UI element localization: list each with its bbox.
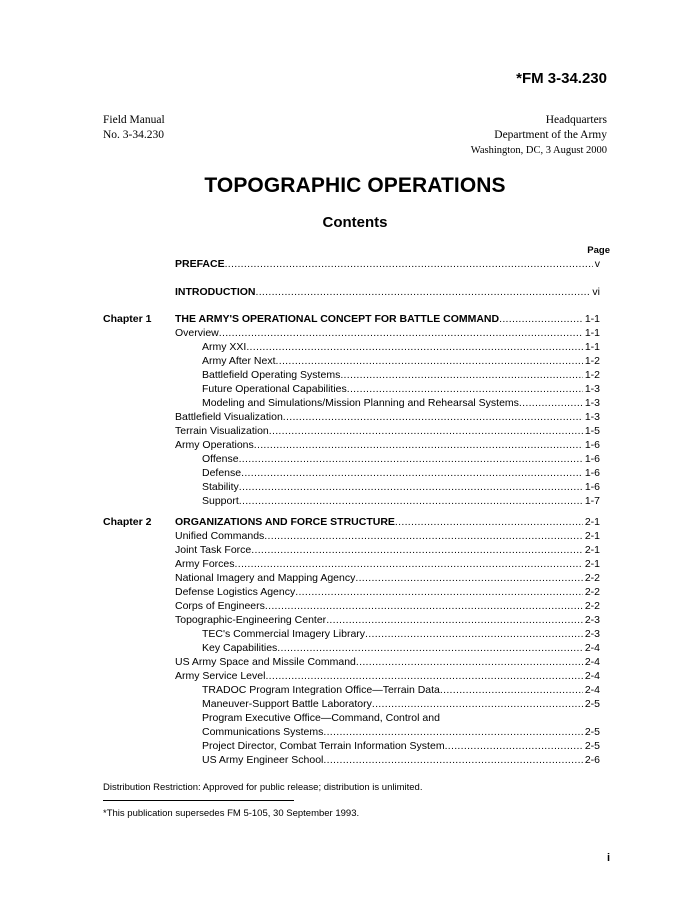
headquarters-label: Headquarters — [545, 114, 607, 126]
toc-entry[interactable] — [202, 740, 600, 754]
toc-entry-page: 2-2 — [584, 586, 600, 598]
toc-entry-title: Project Director, Combat Terrain Information System — [202, 740, 445, 752]
contents-heading: Contents — [322, 214, 388, 231]
toc-entry-title: Corps of Engineers — [175, 600, 265, 612]
toc-entry-page: 2-1 — [584, 558, 600, 570]
toc-entry-title: Modeling and Simulations/Mission Planning and Rehearsal Systems — [202, 397, 519, 409]
manual-number: No. 3-34.230 — [103, 129, 165, 141]
toc-entry-page: 2-1 — [584, 544, 600, 556]
toc-entry[interactable] — [202, 684, 600, 698]
toc-entry-title: TRADOC Program Integration Office—Terrain Data — [202, 684, 440, 696]
toc-entry-page: 2-3 — [584, 628, 600, 640]
toc-entry[interactable] — [202, 397, 600, 411]
toc-entry[interactable] — [202, 341, 600, 355]
toc-entry-title: Topographic-Engineering Center — [175, 614, 327, 626]
document-number: *FM 3-34.230 — [516, 70, 607, 87]
toc-entry[interactable] — [202, 369, 600, 383]
toc-entry-page: 1-1 — [584, 341, 600, 353]
toc-entry-page: 1-6 — [584, 481, 600, 493]
toc-entry-page: 2-5 — [584, 726, 600, 738]
footnote-divider — [103, 800, 294, 801]
toc-entry-page: 1-5 — [584, 425, 600, 437]
toc-entry-page: 2-5 — [584, 740, 600, 752]
toc-entry[interactable] — [175, 670, 600, 684]
toc-entry[interactable] — [202, 726, 600, 740]
chapter-label: Chapter 1 — [103, 313, 152, 325]
toc-entry-page: 2-2 — [584, 572, 600, 584]
toc-entry-title: US Army Engineer School — [202, 754, 324, 766]
toc-entry-title: Terrain Visualization — [175, 425, 269, 437]
toc-entry[interactable] — [202, 467, 600, 481]
toc-entry-page: 2-5 — [584, 698, 600, 710]
toc-entry-chapter-1[interactable] — [175, 313, 600, 327]
toc-entry-page: 1-3 — [584, 411, 600, 423]
toc-entry-title: Support — [202, 495, 239, 507]
headquarters-block — [471, 113, 607, 158]
toc-entry-page: 1-1 — [584, 327, 600, 339]
department-label: Department of the Army — [494, 129, 607, 141]
toc-entry-title: Communications Systems — [202, 726, 324, 738]
toc-entry-title: Program Executive Office—Command, Control and — [202, 712, 440, 724]
toc-entry-page: 1-3 — [584, 397, 600, 409]
toc-entry-title: US Army Space and Missile Command — [175, 656, 356, 668]
toc-entry-page: 1-7 — [584, 495, 600, 507]
toc-entry-title: Unified Commands — [175, 530, 265, 542]
distribution-restriction: Distribution Restriction: Approved for public release; distribution is unlimited. — [103, 782, 423, 793]
toc-entry-title: Defense — [202, 467, 242, 479]
toc-entry[interactable] — [175, 614, 600, 628]
toc-entry-page: 2-4 — [584, 656, 600, 668]
toc-entry-title: Army Service Level — [175, 670, 266, 682]
toc-entry-title: Overview — [175, 327, 219, 339]
toc-entry-page: 1-6 — [584, 439, 600, 451]
toc-entry-title: ORGANIZATIONS AND FORCE STRUCTURE — [175, 516, 395, 528]
toc-entry-title: Battlefield Operating Systems — [202, 369, 341, 381]
toc-entry[interactable] — [202, 698, 600, 712]
toc-entry-title: THE ARMY'S OPERATIONAL CONCEPT FOR BATTLE COMMAND — [175, 313, 500, 325]
toc-entry-title: Future Operational Capabilities — [202, 383, 347, 395]
toc-entry[interactable] — [202, 481, 600, 495]
toc-entry-title: Battlefield Visualization — [175, 411, 283, 423]
field-manual-label: Field Manual — [103, 114, 165, 126]
toc-entry-page: 1-2 — [584, 369, 600, 381]
page-number: i — [606, 852, 610, 864]
toc-entry[interactable] — [202, 628, 600, 642]
toc-entry-title: Army XXI — [202, 341, 247, 353]
toc-entry-title: Stability — [202, 481, 239, 493]
toc-entry[interactable] — [202, 642, 600, 656]
toc-entry[interactable] — [175, 530, 600, 544]
toc-entry-title: Army After Next — [202, 355, 276, 367]
toc-entry-page: 2-1 — [584, 516, 600, 528]
toc-entry[interactable] — [202, 754, 600, 768]
field-manual-block — [103, 113, 165, 143]
toc-entry-page: 2-6 — [584, 754, 600, 766]
toc-entry-page: 2-4 — [584, 670, 600, 682]
toc-entry-preface[interactable] — [175, 258, 600, 272]
toc-entry[interactable] — [175, 572, 600, 586]
toc-entry[interactable] — [175, 586, 600, 600]
page-column-label: Page — [587, 245, 610, 256]
toc-entry[interactable] — [175, 600, 600, 614]
toc-entry[interactable] — [202, 453, 600, 467]
supersedes-footnote: *This publication supersedes FM 5-105, 30 September 1993. — [103, 808, 360, 819]
toc-entry-page: 1-1 — [584, 313, 600, 325]
toc-entry-page: v — [594, 258, 600, 270]
toc-entry[interactable] — [175, 439, 600, 453]
toc-entry[interactable] — [202, 355, 600, 369]
toc-entry-title: PREFACE — [175, 258, 225, 270]
toc-entry[interactable] — [202, 383, 600, 397]
toc-entry-page: 1-3 — [584, 383, 600, 395]
toc-entry-page: 2-3 — [584, 614, 600, 626]
toc-entry[interactable] — [175, 558, 600, 572]
toc-entry-page: 2-4 — [584, 684, 600, 696]
toc-entry[interactable] — [175, 425, 600, 439]
toc-entry-title: Army Forces — [175, 558, 235, 570]
page-title: TOPOGRAPHIC OPERATIONS — [204, 174, 506, 197]
toc-entry[interactable] — [175, 656, 600, 670]
toc-entry-page: 1-2 — [584, 355, 600, 367]
toc-entry-title: Defense Logistics Agency — [175, 586, 296, 598]
toc-entry[interactable] — [202, 712, 600, 726]
toc-entry-page: vi — [592, 286, 600, 298]
toc-entry-introduction[interactable] — [175, 286, 600, 300]
toc-entry-page: 2-4 — [584, 642, 600, 654]
toc-entry[interactable] — [175, 327, 600, 341]
toc-entry-page: 2-2 — [584, 600, 600, 612]
toc-entry-title: Army Operations — [175, 439, 254, 451]
toc-entry[interactable] — [202, 495, 600, 509]
chapter-label: Chapter 2 — [103, 516, 152, 528]
toc-entry-chapter-2[interactable] — [175, 516, 600, 530]
toc-entry-title: Maneuver-Support Battle Laboratory — [202, 698, 372, 710]
toc-entry[interactable] — [175, 411, 600, 425]
toc-entry-title: TEC's Commercial Imagery Library — [202, 628, 366, 640]
toc-entry-title: Offense — [202, 453, 239, 465]
toc-entry-title: INTRODUCTION — [175, 286, 256, 298]
toc-entry-page: 1-6 — [584, 467, 600, 479]
toc-entry-page: 1-6 — [584, 453, 600, 465]
toc-entry-title: Joint Task Force — [175, 544, 252, 556]
toc-entry[interactable] — [175, 544, 600, 558]
toc-entry-title: Key Capabilities — [202, 642, 278, 654]
toc-entry-title: National Imagery and Mapping Agency — [175, 572, 356, 584]
location-date: Washington, DC, 3 August 2000 — [470, 145, 607, 156]
toc-entry-page: 2-1 — [584, 530, 600, 542]
